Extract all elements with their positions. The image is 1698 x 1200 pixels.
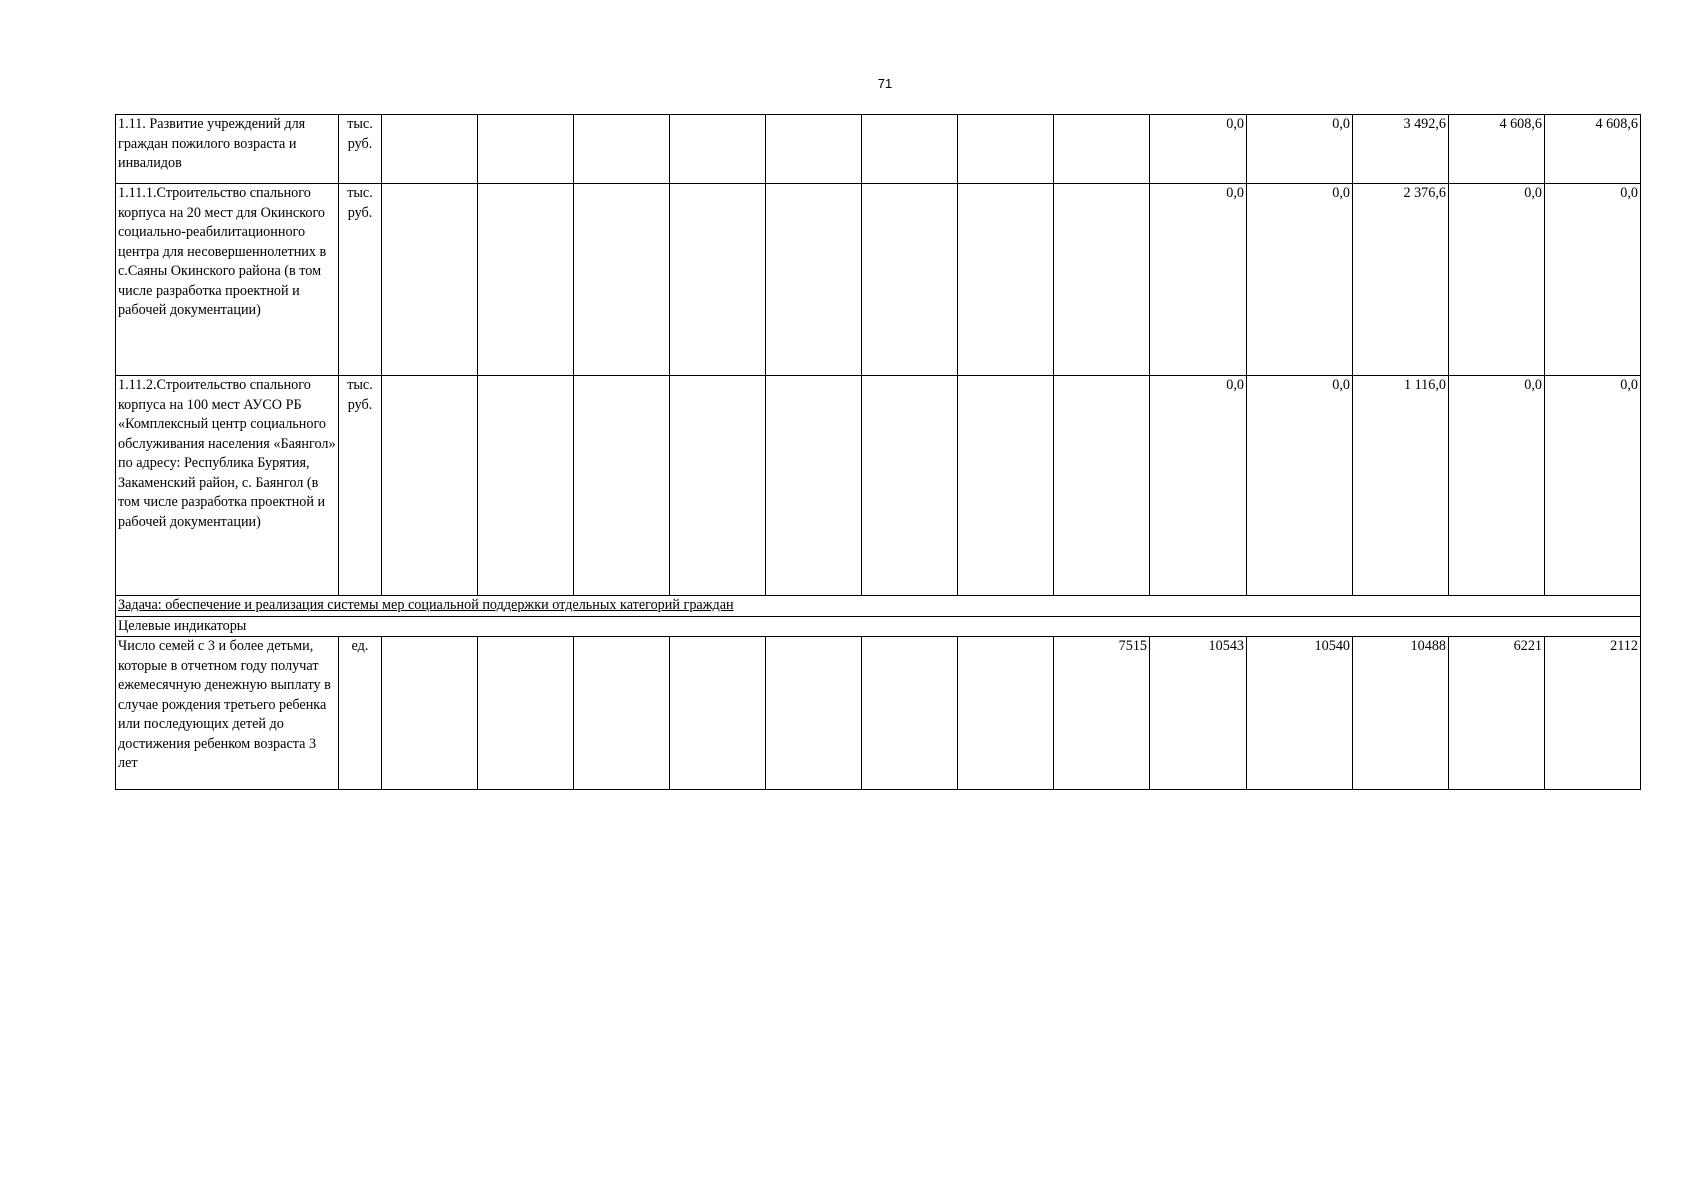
task-row bbox=[116, 596, 1641, 617]
value-cell: 0,0 bbox=[1247, 376, 1353, 596]
value-cell bbox=[382, 184, 478, 376]
table-row bbox=[116, 115, 1641, 184]
value-cell: 10488 bbox=[1353, 637, 1449, 790]
value-cell bbox=[1054, 376, 1150, 596]
value-cell bbox=[670, 376, 766, 596]
row-name: 1.11. Развитие учреждений для граждан пожилого возраста и инвалидов bbox=[116, 115, 339, 184]
value-cell: 0,0 bbox=[1150, 115, 1247, 184]
value-cell bbox=[766, 115, 862, 184]
value-cell bbox=[670, 637, 766, 790]
value-cell: 0,0 bbox=[1150, 184, 1247, 376]
row-unit: тыс. руб. bbox=[339, 184, 382, 376]
value-cell bbox=[382, 376, 478, 596]
value-cell: 2112 bbox=[1545, 637, 1641, 790]
value-cell: 0,0 bbox=[1449, 184, 1545, 376]
value-cell: 4 608,6 bbox=[1545, 115, 1641, 184]
page-number: 71 bbox=[877, 76, 893, 91]
value-cell bbox=[862, 376, 958, 596]
value-cell bbox=[574, 637, 670, 790]
indicator-name bbox=[116, 637, 339, 790]
value-cell bbox=[574, 115, 670, 184]
row-name: 1.11.1.Строительство спального корпуса на 20 мест для Окинского социально-реабилитационного центра для несовершеннолетних в с.Саяны Окинского района (в том числе разработка проектной и рабочей документации) bbox=[116, 184, 339, 376]
value-cell bbox=[1054, 184, 1150, 376]
value-cell bbox=[574, 376, 670, 596]
value-cell: 7515 bbox=[1054, 637, 1150, 790]
value-cell bbox=[382, 115, 478, 184]
value-cell: 0,0 bbox=[1247, 184, 1353, 376]
value-cell bbox=[862, 184, 958, 376]
value-cell: 0,0 bbox=[1150, 376, 1247, 596]
value-cell: 0,0 bbox=[1545, 184, 1641, 376]
row-unit: тыс. руб. bbox=[339, 376, 382, 596]
value-cell bbox=[766, 184, 862, 376]
value-cell bbox=[670, 184, 766, 376]
value-cell bbox=[766, 637, 862, 790]
value-cell: 2 376,6 bbox=[1353, 184, 1449, 376]
value-cell bbox=[478, 376, 574, 596]
value-cell bbox=[958, 376, 1054, 596]
value-cell: 10543 bbox=[1150, 637, 1247, 790]
value-cell: 0,0 bbox=[1545, 376, 1641, 596]
table-row bbox=[116, 637, 1641, 790]
value-cell bbox=[478, 115, 574, 184]
value-cell bbox=[478, 637, 574, 790]
indicators-row bbox=[116, 616, 1641, 637]
table-row bbox=[116, 376, 1641, 596]
value-cell bbox=[958, 184, 1054, 376]
task-heading: Задача: обеспечение и реализация системы мер социальной поддержки отдельных категорий граждан bbox=[116, 596, 1641, 617]
value-cell: 3 492,6 bbox=[1353, 115, 1449, 184]
row-name: 1.11.2.Строительство спального корпуса на 100 мест АУСО РБ «Комплексный центр социального обслуживания населения «Баянгол» по адресу: Республика Бурятия, Закаменский район, с. Баянгол (в том числе разработка проектной и рабочей документации) bbox=[116, 376, 339, 596]
row-unit: тыс. руб. bbox=[339, 115, 382, 184]
value-cell: 1 116,0 bbox=[1353, 376, 1449, 596]
value-cell bbox=[1054, 115, 1150, 184]
value-cell bbox=[478, 184, 574, 376]
value-cell bbox=[958, 115, 1054, 184]
value-cell bbox=[382, 637, 478, 790]
value-cell bbox=[574, 184, 670, 376]
value-cell: 6221 bbox=[1449, 637, 1545, 790]
value-cell bbox=[958, 637, 1054, 790]
indicator-unit: ед. bbox=[339, 637, 382, 790]
budget-table bbox=[115, 114, 1641, 790]
value-cell bbox=[670, 115, 766, 184]
value-cell: 10540 bbox=[1247, 637, 1353, 790]
value-cell bbox=[766, 376, 862, 596]
table-row bbox=[116, 184, 1641, 376]
value-cell bbox=[862, 115, 958, 184]
value-cell: 0,0 bbox=[1247, 115, 1353, 184]
value-cell: 0,0 bbox=[1449, 376, 1545, 596]
indicator-name-text: Число семей с 3 и более детьми, которые в отчетном году получат ежемесячную денежную выплату в случае рождения третьего ребенка или последующих детей до достижения ребенком возраста 3 лет bbox=[118, 638, 331, 771]
value-cell: 4 608,6 bbox=[1449, 115, 1545, 184]
value-cell bbox=[862, 637, 958, 790]
indicators-heading: Целевые индикаторы bbox=[116, 616, 1641, 637]
